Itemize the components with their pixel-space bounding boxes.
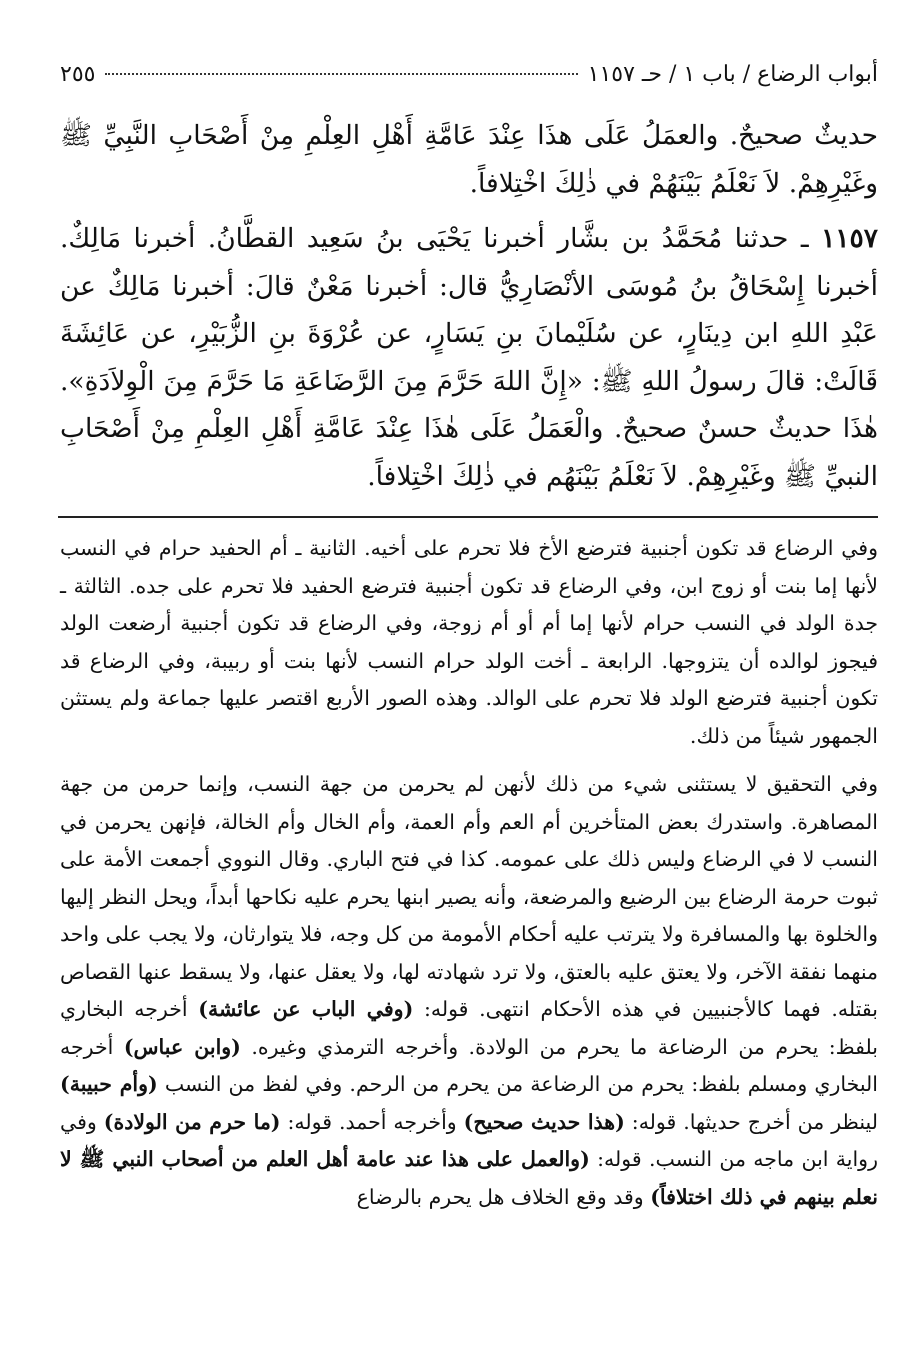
hadith-text-block: [60, 112, 878, 500]
footnote-separator-line: [58, 516, 878, 518]
page-number: ٢٥٥: [60, 62, 96, 87]
hadith-continuation: حديثٌ صحيحٌ. والعمَلُ عَلَى هذَا عِنْدَ عَامَّةِ أَهْلِ العِلْمِ مِنْ أَصْحَابِ النَّبِيِّ ﷺ وغَيْرِهِمْ. لاَ نَعْلَمُ بَيْنَهُمْ في ذٰلِكَ اخْتِلافاً.: [60, 120, 878, 199]
commentary-text: أخرجه البخاري ومسلم بلفظ: يحرم من الرضاعة من يحرم من الرحم. وفي لفظ من النسب: [60, 1034, 878, 1096]
quoted-phrase: (وأم حبيبة): [60, 1072, 158, 1096]
hadith-paragraph: [60, 215, 878, 500]
commentary-paragraph-2: [60, 766, 878, 1216]
header-dotted-leader: [105, 73, 577, 75]
commentary-text: وفي رواية ابن ماجه من النسب. قوله:: [60, 1109, 878, 1171]
quoted-phrase: (ما حرم من الولادة): [103, 1109, 281, 1134]
quoted-phrase: (هذا حديث صحيح): [463, 1109, 625, 1134]
commentary-paragraph-1: وفي الرضاع قد تكون أجنبية فترضع الأخ فلا تحرم على أخيه. الثانية ـ أم الحفيد حرام في النسب لأنها إما بنت أو زوج ابن، وفي الرضاع قد تكون أجنبية فترضع الحفيد فلا تحرم على جده. الثالثة ـ جدة الولد في النسب حرام لأنها إما أم أو أم زوجة، وفي الرضاع قد تكون أجنبية أرضعت الولد فيجوز لوالده أن يتزوجها. الرابعة ـ أخت الولد حرام النسب لأنها بنت أو ربيبة، وفي الرضاع قد تكون أجنبية فترضع الولد فلا تحرم على الوالد. وهذه الصور الأربع اقتصر عليها جماعة ولم يستثن الجمهور شيئاً من ذلك.: [60, 536, 878, 748]
chapter-title: أبواب الرضاع / باب ١ / حـ ١١٥٧: [587, 62, 878, 87]
commentary-text: وقد وقع الخلاف هل يحرم بالرضاع: [356, 1184, 644, 1209]
hadith-number: ١١٥٧: [821, 223, 878, 254]
commentary-text: وأخرجه أحمد. قوله:: [287, 1109, 457, 1134]
book-page: [60, 62, 878, 1216]
quoted-phrase: (وفي الباب عن عائشة): [198, 997, 414, 1021]
commentary-text: لينظر من أخرج حديثها. قوله:: [631, 1109, 878, 1134]
quoted-phrase: (والعمل على هذا عند عامة أهل العلم من أصحاب النبي ﷺ لا نعلم بينهم في ذلك اختلافاً): [60, 1147, 878, 1209]
hadith-body: ـ حدثنا مُحَمَّدُ بن بشَّار أخبرنا يَحْيَى بنُ سَعِيد القطَّانُ. أخبرنا مَالِكٌ. أخبرنا إِسْحَاقُ بنُ مُوسَى الأنْصَارِيُّ قال: أخبرنا مَعْنٌ قالَ: أخبرنا مَالِكٌ عن عَبْدِ اللهِ ابن دِينَارٍ، عن سُلَيْمانَ بنِ يَسَارٍ، عن عُرْوَةَ بنِ الزُّبَيْرِ، عن عَائِشَةَ قَالَتْ: قالَ رسولُ اللهِ ﷺ: «إِنَّ اللهَ حَرَّمَ مِنَ الرَّضَاعَةِ مَا حَرَّمَ مِنَ الْوِلاَدَةِ». هٰذَا حديثٌ حسنٌ صحيحٌ. والْعَمَلُ عَلَى هٰذَا عِنْدَ عَامَّةِ أَهْلِ العِلْمِ مِنْ أَصْحَابِ النبيِّ ﷺ وغَيْرِهِمْ. لاَ نَعْلَمُ بَيْنَهُم في ذٰلِكَ اخْتِلافاً.: [60, 223, 878, 492]
running-header: [60, 62, 878, 102]
commentary-text: أخرجه البخاري بلفظ: يحرم من الرضاعة ما يحرم من الولادة. وأخرجه الترمذي وغيره.: [60, 997, 878, 1059]
commentary-block: [60, 530, 878, 1216]
commentary-text: وفي التحقيق لا يستثنى شيء من ذلك لأنهن لم يحرمن من جهة النسب، وإنما حرمن من جهة المصاهرة. واستدرك بعض المتأخرين أم العم وأم العمة، وأم الخال وأم الخالة، فإنهن يحرمن في النسب لا في الرضاع وليس ذلك على عمومه. كذا في فتح الباري. وقال النووي أجمعت الأمة على ثبوت حرمة الرضاع بين الرضيع والمرضعة، وأنه يصير ابنها يحرم عليه نكاحها أبداً، ويحل النظر إليها والخلوة بها والمسافرة ولا يترتب عليه أحكام الأمومة من كل وجه، فلا يتوارثان، ولا يجب على واحد منهما نفقة الآخر، ولا يعتق عليه بالعتق، ولا ترد شهادته لها، ولا يعقل عنها، ولا يسقط عنها القصاص بقتله. فهما كالأجنبيين في هذه الأحكام انتهى. قوله:: [60, 772, 878, 1021]
quoted-phrase: (وابن عباس): [123, 1034, 241, 1059]
